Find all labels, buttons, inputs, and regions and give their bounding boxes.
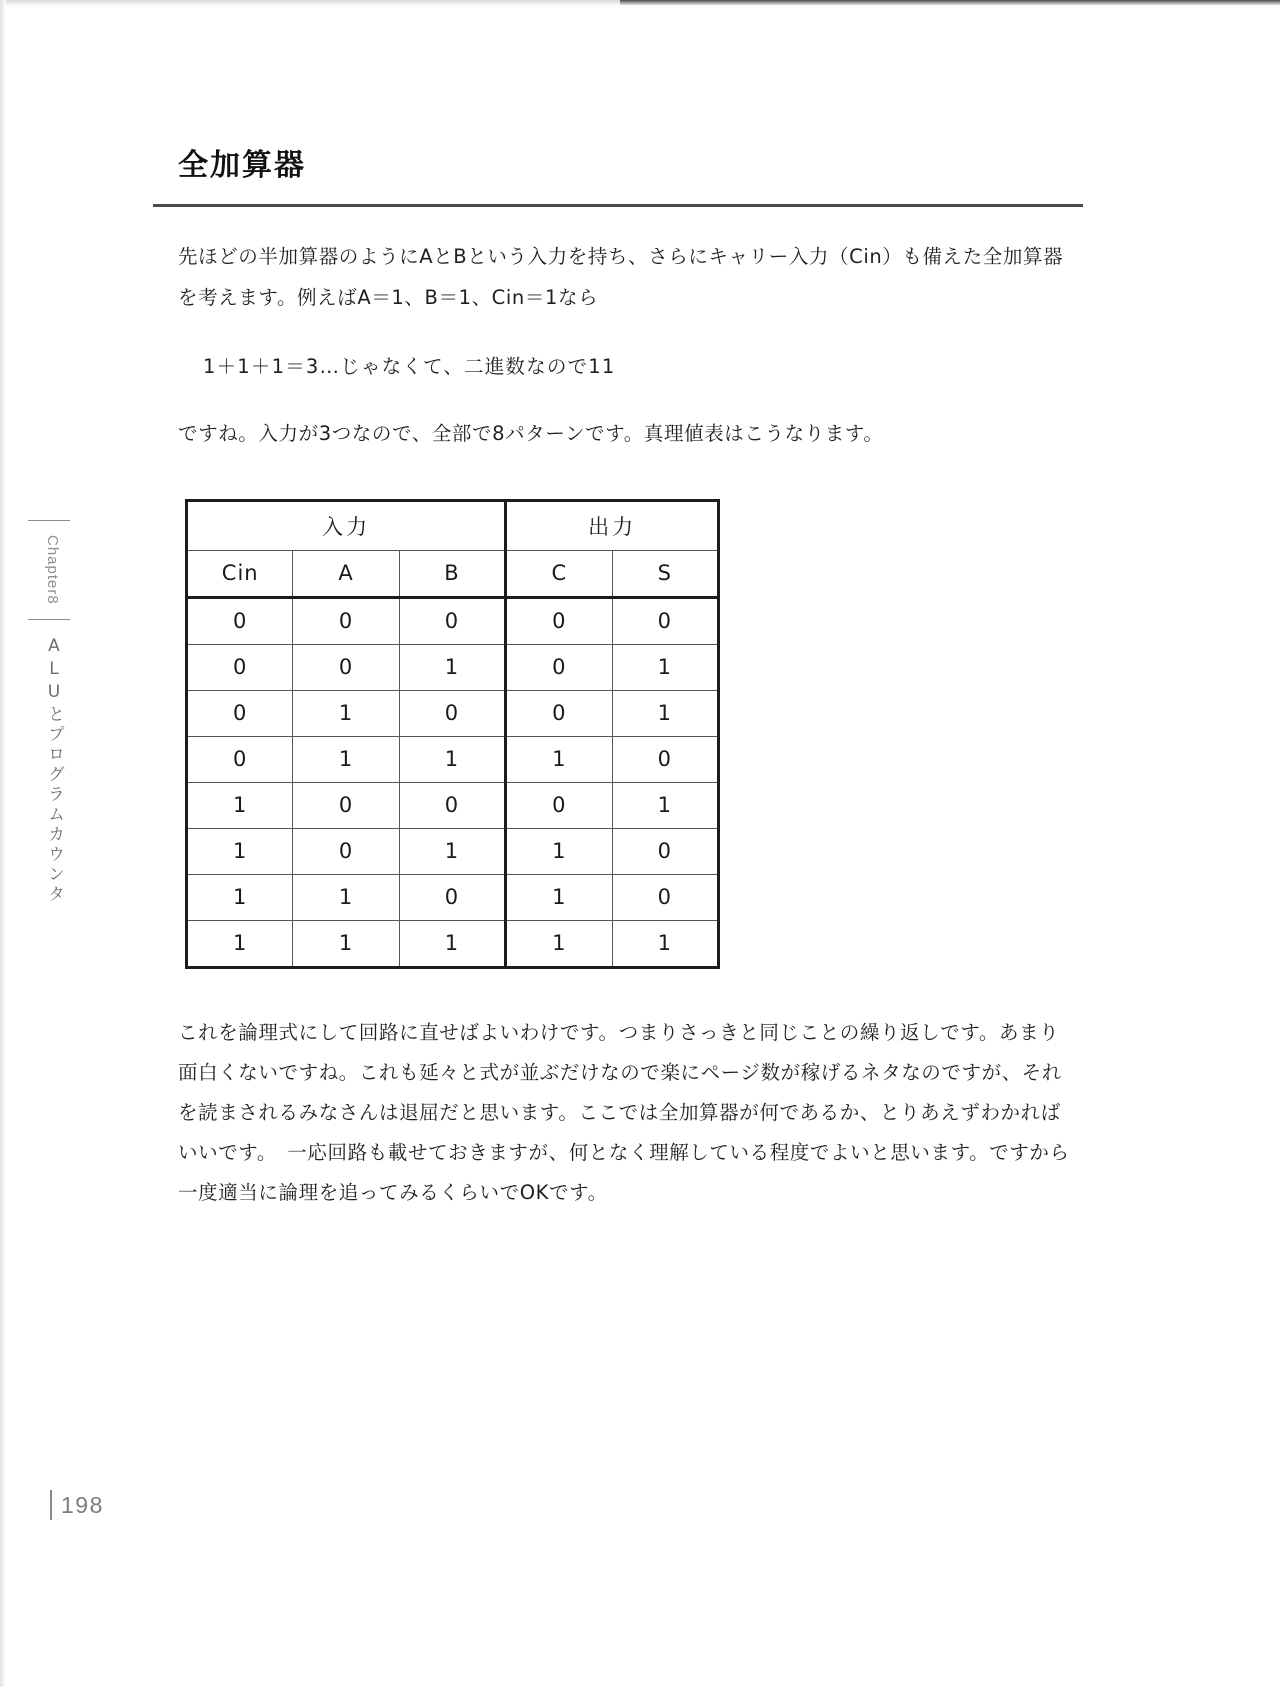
cell-a: 1: [293, 874, 399, 920]
table-row: [187, 736, 719, 782]
group-header-input: 入力: [187, 500, 506, 550]
column-header-a: A: [293, 550, 399, 597]
cell-cin: 1: [187, 828, 293, 874]
table-row: [187, 782, 719, 828]
cell-s: 1: [612, 920, 718, 967]
page-title: 全加算器: [178, 148, 306, 183]
cell-b: 1: [399, 736, 505, 782]
cell-c: 1: [506, 920, 612, 967]
cell-a: 1: [293, 920, 399, 967]
cell-cin: 1: [187, 782, 293, 828]
cell-a: 0: [293, 782, 399, 828]
cell-c: 0: [506, 782, 612, 828]
table-row: [187, 690, 719, 736]
cell-c: 1: [506, 736, 612, 782]
truth-table-wrapper: [185, 499, 1083, 969]
cell-c: 1: [506, 828, 612, 874]
table-row: [187, 597, 719, 644]
cell-c: 1: [506, 874, 612, 920]
cell-a: 0: [293, 644, 399, 690]
column-header-cin: Cin: [187, 550, 293, 597]
intro-paragraph: 先ほどの半加算器のようにAとBという入力を持ち、さらにキャリー入力（Cin）も備えた全加算器を考えます。例えばA＝1、B＝1、Cin＝1なら: [178, 245, 1064, 309]
page-number: 198: [61, 1491, 104, 1518]
cell-b: 0: [399, 874, 505, 920]
cell-c: 0: [506, 644, 612, 690]
chapter-side-tab: [28, 520, 88, 940]
heading-divider: [153, 204, 1083, 207]
cell-cin: 1: [187, 874, 293, 920]
cell-s: 1: [612, 644, 718, 690]
cell-c: 0: [506, 690, 612, 736]
cell-s: 0: [612, 874, 718, 920]
cell-a: 0: [293, 828, 399, 874]
truth-table-group-header-row: [187, 500, 719, 550]
scan-edge-left: [0, 0, 6, 1687]
cell-s: 0: [612, 597, 718, 644]
cell-b: 0: [399, 782, 505, 828]
cell-s: 0: [612, 736, 718, 782]
cell-b: 1: [399, 828, 505, 874]
truth-table: [185, 499, 720, 969]
table-row: [187, 920, 719, 967]
cell-c: 0: [506, 597, 612, 644]
after-formula-paragraph: ですね。入力が3つなので、全部で8パターンです。真理値表はこうなります。: [178, 421, 884, 445]
cell-cin: 1: [187, 920, 293, 967]
page-folio: [50, 1490, 104, 1520]
truth-table-body: [187, 597, 719, 967]
column-header-b: B: [399, 550, 505, 597]
cell-b: 0: [399, 690, 505, 736]
cell-s: 1: [612, 782, 718, 828]
table-row: [187, 644, 719, 690]
truth-table-column-header-row: [187, 550, 719, 597]
closing-paragraph: これを論理式にして回路に直せばよいわけです。つまりさっきと同じことの繰り返しです。あまり面白くないですね。これも延々と式が並ぶだけなので楽にページ数が稼げるネタなのですが、それを読まされるみなさんは退屈だと思います。ここでは全加算器が何であるか、とりあえずわかればいいです。 一応回路も載せておきますが、何となく理解している程度でよいと思います。ですから一度適当に論理を追ってみるくらいでOKです。: [178, 1020, 1070, 1204]
side-tab-chapter-label: Chapter8: [44, 535, 61, 605]
side-tab-chapter-title: ALUとプログラムカウンタ: [44, 635, 64, 905]
table-row: [187, 874, 719, 920]
formula-line: 1＋1＋1＝3…じゃなくて、二進数なので11: [203, 354, 616, 378]
cell-a: 0: [293, 597, 399, 644]
cell-s: 0: [612, 828, 718, 874]
page-content: [153, 140, 1083, 1213]
truth-table-head: [187, 500, 719, 597]
cell-cin: 0: [187, 644, 293, 690]
cell-cin: 0: [187, 597, 293, 644]
column-header-s: S: [612, 550, 718, 597]
group-header-output: 出力: [506, 500, 719, 550]
scan-edge-top-dark: [620, 0, 1280, 5]
cell-b: 1: [399, 644, 505, 690]
cell-b: 1: [399, 920, 505, 967]
cell-cin: 0: [187, 736, 293, 782]
cell-a: 1: [293, 690, 399, 736]
cell-cin: 0: [187, 690, 293, 736]
cell-s: 1: [612, 690, 718, 736]
cell-a: 1: [293, 736, 399, 782]
folio-rule: [50, 1490, 52, 1520]
column-header-c: C: [506, 550, 612, 597]
table-row: [187, 828, 719, 874]
cell-b: 0: [399, 597, 505, 644]
